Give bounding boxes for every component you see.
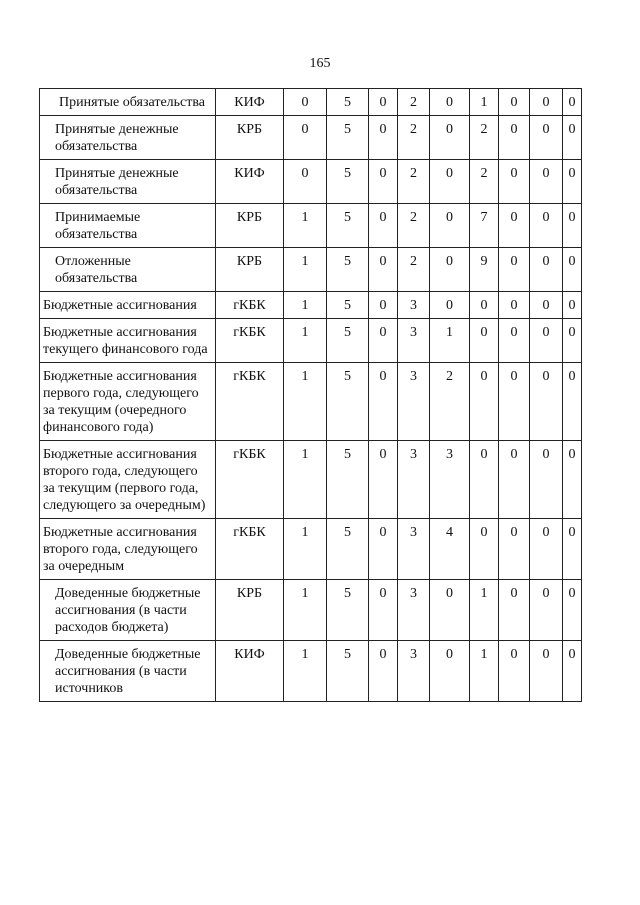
analytic-code-cell: КИФ [216, 160, 284, 204]
account-digit-cell: 0 [530, 160, 563, 204]
account-digit-cell: 1 [284, 580, 327, 641]
account-digit-cell: 1 [430, 319, 470, 363]
account-digit-cell: 2 [398, 116, 430, 160]
account-digit-cell: 5 [327, 116, 369, 160]
account-digit-cell: 3 [398, 580, 430, 641]
account-digit-cell: 0 [430, 89, 470, 116]
analytic-code-cell: гКБК [216, 363, 284, 441]
account-digit-cell: 0 [284, 89, 327, 116]
account-digit-cell: 0 [369, 89, 398, 116]
account-digit-cell: 0 [369, 363, 398, 441]
account-digit-cell: 0 [499, 641, 530, 702]
table-row [40, 519, 582, 580]
account-digit-cell: 0 [499, 292, 530, 319]
account-digit-cell: 3 [398, 441, 430, 519]
table-row [40, 580, 582, 641]
account-name-cell: Бюджетные ассигнования [40, 292, 216, 319]
table-row [40, 248, 582, 292]
account-digit-cell: 5 [327, 441, 369, 519]
table-row [40, 89, 582, 116]
account-digit-cell: 0 [499, 116, 530, 160]
account-digit-cell: 1 [284, 292, 327, 319]
account-name-cell: Бюджетные ассигнования второго года, следующего за очередным [40, 519, 216, 580]
account-digit-cell: 5 [327, 89, 369, 116]
account-digit-cell: 0 [563, 204, 582, 248]
account-name-cell: Отложенные обязательства [40, 248, 216, 292]
account-digit-cell: 1 [470, 641, 499, 702]
account-digit-cell: 0 [563, 248, 582, 292]
account-digit-cell: 0 [369, 292, 398, 319]
account-digit-cell: 2 [398, 204, 430, 248]
account-digit-cell: 0 [470, 363, 499, 441]
account-digit-cell: 2 [398, 248, 430, 292]
account-digit-cell: 0 [563, 441, 582, 519]
account-digit-cell: 1 [470, 89, 499, 116]
account-digit-cell: 0 [369, 441, 398, 519]
account-digit-cell: 0 [499, 519, 530, 580]
account-digit-cell: 0 [470, 441, 499, 519]
account-digit-cell: 0 [530, 519, 563, 580]
account-digit-cell: 0 [470, 519, 499, 580]
account-digit-cell: 1 [284, 441, 327, 519]
analytic-code-cell: гКБК [216, 292, 284, 319]
account-digit-cell: 0 [530, 204, 563, 248]
account-digit-cell: 0 [563, 580, 582, 641]
account-digit-cell: 5 [327, 319, 369, 363]
account-digit-cell: 0 [499, 319, 530, 363]
account-digit-cell: 1 [284, 641, 327, 702]
account-digit-cell: 0 [430, 248, 470, 292]
analytic-code-cell: КРБ [216, 204, 284, 248]
account-digit-cell: 0 [563, 160, 582, 204]
account-digit-cell: 5 [327, 248, 369, 292]
account-digit-cell: 0 [530, 441, 563, 519]
account-digit-cell: 0 [369, 580, 398, 641]
account-digit-cell: 5 [327, 204, 369, 248]
account-digit-cell: 0 [430, 116, 470, 160]
account-digit-cell: 0 [499, 89, 530, 116]
account-digit-cell: 3 [398, 519, 430, 580]
account-digit-cell: 0 [369, 204, 398, 248]
account-name-cell: Доведенные бюджетные ассигнования (в части источников [40, 641, 216, 702]
accounts-table [39, 88, 582, 702]
account-digit-cell: 0 [430, 641, 470, 702]
page-number: 165 [309, 56, 331, 71]
account-digit-cell: 0 [430, 580, 470, 641]
account-name-cell: Принятые обязательства [40, 89, 216, 116]
analytic-code-cell: КИФ [216, 89, 284, 116]
account-digit-cell: 1 [284, 204, 327, 248]
account-name-cell: Принимаемые обязательства [40, 204, 216, 248]
account-digit-cell: 7 [470, 204, 499, 248]
account-digit-cell: 0 [530, 89, 563, 116]
account-digit-cell: 0 [530, 363, 563, 441]
account-digit-cell: 0 [530, 641, 563, 702]
account-digit-cell: 3 [398, 641, 430, 702]
account-digit-cell: 0 [499, 441, 530, 519]
account-digit-cell: 1 [284, 519, 327, 580]
account-digit-cell: 3 [398, 292, 430, 319]
account-digit-cell: 0 [530, 248, 563, 292]
table-row [40, 116, 582, 160]
account-digit-cell: 0 [369, 641, 398, 702]
account-digit-cell: 2 [470, 116, 499, 160]
analytic-code-cell: КИФ [216, 641, 284, 702]
account-digit-cell: 0 [563, 116, 582, 160]
account-digit-cell: 0 [369, 519, 398, 580]
account-digit-cell: 0 [499, 204, 530, 248]
account-digit-cell: 0 [369, 248, 398, 292]
account-digit-cell: 0 [563, 519, 582, 580]
account-digit-cell: 1 [470, 580, 499, 641]
account-digit-cell: 0 [563, 89, 582, 116]
account-name-cell: Принятые денежные обязательства [40, 116, 216, 160]
account-digit-cell: 1 [284, 319, 327, 363]
account-digit-cell: 0 [530, 580, 563, 641]
account-digit-cell: 0 [530, 319, 563, 363]
analytic-code-cell: КРБ [216, 248, 284, 292]
account-digit-cell: 3 [430, 441, 470, 519]
analytic-code-cell: КРБ [216, 116, 284, 160]
table-row [40, 204, 582, 248]
account-digit-cell: 0 [530, 292, 563, 319]
account-name-cell: Бюджетные ассигнования текущего финансового года [40, 319, 216, 363]
account-name-cell: Бюджетные ассигнования первого года, следующего за текущим (очередного финансового года) [40, 363, 216, 441]
account-digit-cell: 0 [563, 292, 582, 319]
account-digit-cell: 1 [284, 363, 327, 441]
account-digit-cell: 2 [398, 89, 430, 116]
account-digit-cell: 0 [530, 116, 563, 160]
analytic-code-cell: гКБК [216, 441, 284, 519]
account-digit-cell: 0 [369, 160, 398, 204]
account-digit-cell: 2 [430, 363, 470, 441]
account-digit-cell: 2 [398, 160, 430, 204]
account-digit-cell: 3 [398, 363, 430, 441]
account-digit-cell: 0 [563, 641, 582, 702]
account-digit-cell: 3 [398, 319, 430, 363]
account-digit-cell: 0 [499, 160, 530, 204]
account-digit-cell: 4 [430, 519, 470, 580]
account-digit-cell: 1 [284, 248, 327, 292]
analytic-code-cell: гКБК [216, 519, 284, 580]
table-row [40, 363, 582, 441]
account-name-cell: Доведенные бюджетные ассигнования (в части расходов бюджета) [40, 580, 216, 641]
analytic-code-cell: гКБК [216, 319, 284, 363]
account-digit-cell: 0 [499, 363, 530, 441]
account-digit-cell: 5 [327, 519, 369, 580]
account-digit-cell: 2 [470, 160, 499, 204]
table-row [40, 160, 582, 204]
account-digit-cell: 5 [327, 580, 369, 641]
account-digit-cell: 0 [284, 116, 327, 160]
account-digit-cell: 0 [430, 204, 470, 248]
account-digit-cell: 0 [470, 292, 499, 319]
account-digit-cell: 0 [284, 160, 327, 204]
account-digit-cell: 5 [327, 641, 369, 702]
analytic-code-cell: КРБ [216, 580, 284, 641]
account-digit-cell: 0 [563, 319, 582, 363]
table-row [40, 319, 582, 363]
account-digit-cell: 0 [563, 363, 582, 441]
account-name-cell: Принятые денежные обязательства [40, 160, 216, 204]
account-digit-cell: 0 [430, 160, 470, 204]
account-digit-cell: 0 [430, 292, 470, 319]
account-digit-cell: 0 [499, 248, 530, 292]
table-row [40, 292, 582, 319]
account-digit-cell: 0 [369, 116, 398, 160]
account-digit-cell: 5 [327, 292, 369, 319]
table-row [40, 641, 582, 702]
account-digit-cell: 0 [499, 580, 530, 641]
account-digit-cell: 0 [470, 319, 499, 363]
account-digit-cell: 9 [470, 248, 499, 292]
table-row [40, 441, 582, 519]
account-digit-cell: 5 [327, 160, 369, 204]
account-digit-cell: 0 [369, 319, 398, 363]
account-name-cell: Бюджетные ассигнования второго года, следующего за текущим (первого года, следующего за очередным) [40, 441, 216, 519]
account-digit-cell: 5 [327, 363, 369, 441]
